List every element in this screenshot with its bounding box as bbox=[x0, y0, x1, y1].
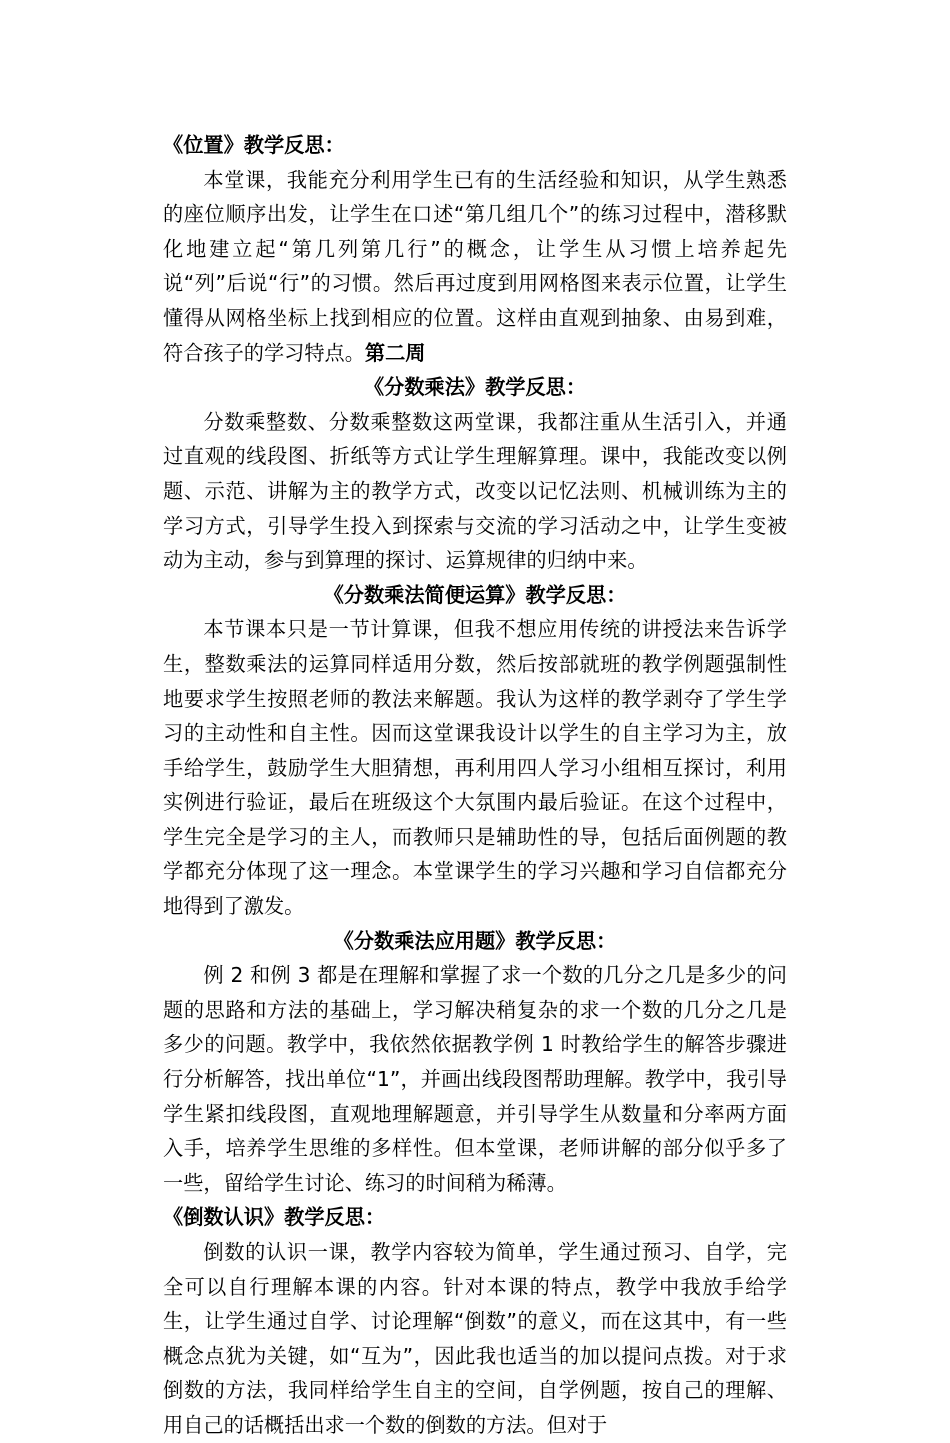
section-paragraph-simplified-operation: 本节课本只是一节计算课，但我不想应用传统的讲授法来告诉学生，整数乘法的运算同样适用分数，然后按部就班的教学例题强制性地要求学生按照老师的教法来解题。我认为这样的教学剥夺了学生学习的主动性和自主性。因而这堂课我设计以学生的自主学习为主，放手给学生，鼓励学生大胆猜想，再利用四人学习小组相互探讨，利用实例进行验证，最后在班级这个大氛围内最后验证。在这个过程中，学生完全是学习的主人，而教师只是辅助性的导，包括后面例题的教学都充分体现了这一理念。本堂课学生的学习兴趣和学习自信都充分地得到了激发。 bbox=[163, 617, 787, 919]
section-heading-word-problems: 《分数乘法应用题》教学反思： bbox=[333, 928, 617, 953]
section-heading-position: 《位置》教学反思： bbox=[163, 133, 345, 157]
section-paragraph-fraction-multiplication: 分数乘整数、分数乘整数这两堂课，我都注重从生活引入，并通过直观的线段图、折纸等方式让学生理解算理。课中，我能改变以例题、示范、讲解为主的教学方式，改变以记忆法则、机械训练为主的学习方式，引导学生投入到探索与交流的学习活动之中，让学生变被动为主动，参与到算理的探讨、运算规律的归纳中来。 bbox=[163, 409, 787, 573]
section-heading-simplified-operation: 《分数乘法简便运算》教学反思： bbox=[323, 582, 627, 607]
section-heading-fraction-multiplication: 《分数乘法》教学反思： bbox=[363, 375, 587, 400]
section-paragraph-word-problems: 例 2 和例 3 都是在理解和掌握了求一个数的几分之几是多少的问题的思路和方法的基础上，学习解决稍复杂的求一个数的几分之几是多少的问题。教学中，我依然依据教学例 1 时教给学生的解答步骤进行分析解答，找出单位“1”，并画出线段图帮助理解。教学中，我引导学生紧扣线段图，直观地理解题意，并引导学生从数量和分率两方面入手，培养学生思维的多样性。但本堂课，老师讲解的部分似乎多了一些，留给学生讨论、练习的时间稍为稀薄。 bbox=[163, 963, 787, 1195]
document-body bbox=[163, 128, 787, 1443]
section-paragraph-reciprocal: 倒数的认识一课，教学内容较为简单，学生通过预习、自学，完全可以自行理解本课的内容。针对本课的特点，教学中我放手给学生，让学生通过自学、讨论理解“倒数”的意义，而在这其中，有一些概念点犹为关键，如“互为”，因此我也适当的加以提问点拨。对于求倒数的方法，我同样给学生自主的空间，自学例题，按自己的理解、用自己的话概括出求一个数的倒数的方法。但对于 bbox=[163, 1240, 787, 1437]
section-heading-reciprocal: 《倒数认识》教学反思： bbox=[163, 1205, 386, 1230]
section-paragraph-position bbox=[163, 163, 787, 371]
paragraph-text: 本堂课，我能充分利用学生已有的生活经验和知识，从学生熟悉的座位顺序出发，让学生在口述“第几组几个”的练习过程中，潜移默化地建立起“第几列第几行”的概念，让学生从习惯上培养起先说“列”后说“行”的习惯。然后再过度到用网格图来表示位置，让学生懂得从网格坐标上找到相应的位置。这样由直观到抽象、由易到难，符合孩子的学习特点。 bbox=[163, 167, 787, 365]
week-label: 第二周 bbox=[364, 340, 426, 365]
